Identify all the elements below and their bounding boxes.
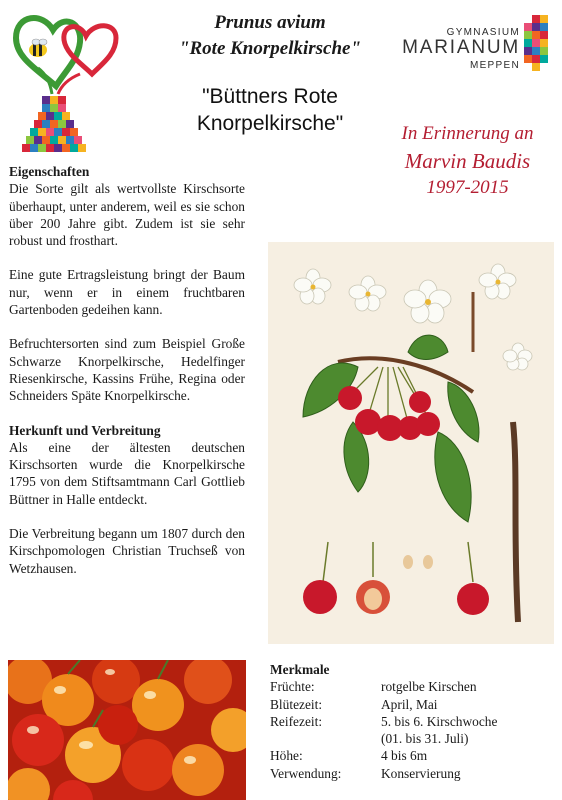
memorial-dedication — [380, 122, 555, 200]
characteristics-table — [270, 661, 555, 782]
section-heading-herkunft: Herkunft und Verbreitung — [9, 422, 161, 438]
description-text — [9, 163, 245, 594]
paragraph: Befruchtersorten sind zum Beispiel Große Schwarze Knorpelkirsche, Hedelfinger Riesenkirsche, Kassins Frühe, Regina oder Schneiders Späte Knorpelkirsche. — [9, 336, 245, 404]
paragraph: Die Sorte gilt als wertvollste Kirschsorte überhaupt, unter anderem, weil es sie schon über 200 Jahre gibt. Zudem ist sie sehr robust und frosthart. — [9, 181, 245, 249]
mosaic-logo-icon — [524, 15, 548, 71]
title-block — [150, 10, 390, 137]
row-value: Konservierung — [381, 765, 461, 781]
memorial-line1: In Erinnerung an — [401, 123, 534, 144]
table-row — [270, 678, 555, 695]
table-row — [270, 713, 555, 730]
row-value: rotgelbe Kirschen — [381, 679, 477, 695]
characteristics-heading: Merkmale — [270, 662, 330, 677]
school-type: GYMNASIUM — [446, 27, 520, 38]
latin-variety: "Rote Knorpelkirsche" — [178, 38, 362, 59]
paragraph: Als eine der ältesten deutschen Kirschsorten wurde die Knorpelkirsche 1795 von dem Stiftsamtmann Carl Gottlieb Büttner in Halle entdeckt. — [9, 439, 245, 507]
heart-tree-logo-icon — [8, 8, 123, 158]
cherry-branch-illustration-icon — [268, 242, 554, 644]
latin-name: Prunus avium — [214, 12, 326, 33]
section-heading-eigenschaften: Eigenschaften — [9, 164, 90, 179]
paragraph: Die Verbreitung begann um 1807 durch den Kirschpomologen Christian Truchseß von Wetzhausen. — [9, 526, 245, 576]
table-row — [270, 730, 555, 747]
cultivar-name-line2: Knorpelkirsche" — [196, 112, 344, 135]
row-value: (01. bis 31. Juli) — [381, 731, 469, 747]
table-row — [270, 765, 555, 782]
cherries-photo-icon — [8, 660, 246, 800]
table-row — [270, 696, 555, 713]
row-value: 4 bis 6m — [381, 748, 428, 764]
botanical-illustration — [268, 242, 554, 644]
row-label: Blütezeit: — [270, 696, 323, 712]
row-label: Verwendung: — [270, 765, 342, 781]
row-label: Reifezeit: — [270, 713, 323, 729]
row-value: 5. bis 6. Kirschwoche — [381, 713, 498, 729]
cultivar-name-line1: "Büttners Rote — [202, 85, 338, 108]
project-logo — [8, 8, 123, 158]
table-row — [270, 747, 555, 764]
school-logo — [390, 15, 550, 75]
row-value: April, Mai — [381, 696, 438, 712]
row-label: Höhe: — [270, 748, 303, 764]
bee-icon — [29, 39, 47, 57]
school-name: MARIANUM — [402, 37, 520, 58]
row-label: Früchte: — [270, 679, 315, 695]
memorial-years: 1997-2015 — [426, 177, 509, 198]
paragraph: Eine gute Ertragsleistung bringt der Baum nur, wenn er in einem fruchtbaren Gartenboden gedeihen kann. — [9, 267, 245, 318]
memorial-name: Marvin Baudis — [404, 149, 531, 173]
cherry-photo — [8, 660, 246, 800]
row-label — [270, 730, 381, 747]
school-city: MEPPEN — [469, 60, 520, 71]
